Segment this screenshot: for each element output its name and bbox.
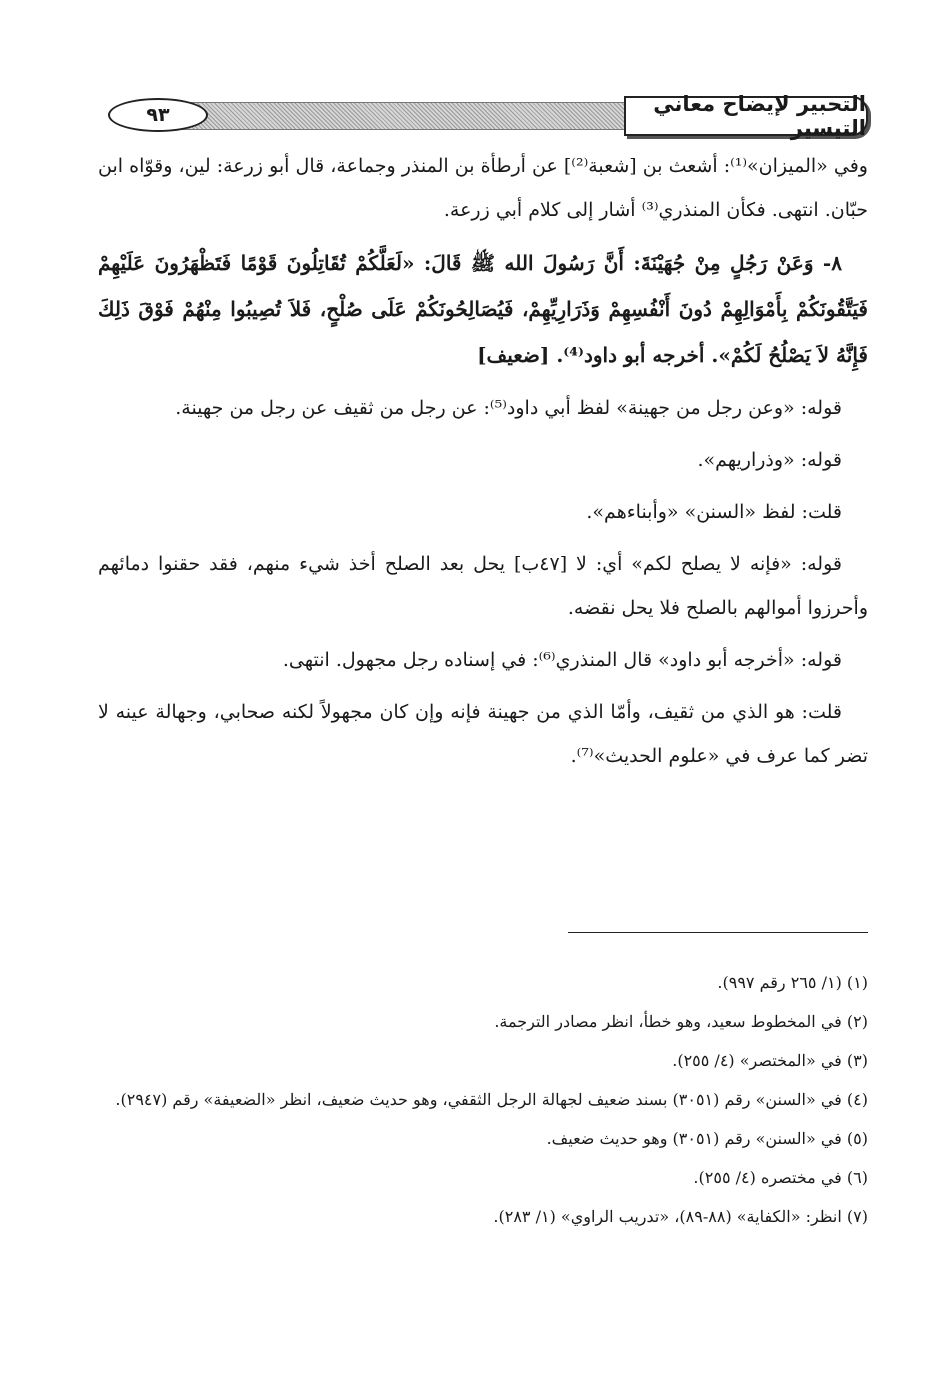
paragraph-la-yaslah: قوله: «فإنه لا يصلح لكم» أي: لا [٤٧ب] يحل بعد الصلح أخذ شيء منهم، فقد حقنوا دمائهم وأحرزوا أموالهم بالصلح فلا يحل نقضه.: [98, 553, 868, 619]
footnote-5: (٥) في «السنن» رقم (٣٠٥١) وهو حديث ضعيف.: [546, 1129, 868, 1148]
footnote-1: (١) (١/ ٢٦٥ رقم ٩٩٧).: [717, 973, 868, 992]
header-decorative-band: [138, 102, 638, 130]
hadith-text: ٨- وَعَنْ رَجُلٍ مِنْ جُهَيْنَةَ: أَنَّ رَسُولَ الله ﷺ قَالَ: «لَعَلَّكُمْ تُقَاتِلُونَ قَوْمًا فَتَظْهَرُونَ عَلَيْهِمْ فَيَتَّقُونَكُمْ بِأَمْوَالِهِمْ دُونَ أَنْفُسِهِمْ وَذَرَارِيِّهِمْ، فَيُصَالِحُونَكُمْ عَلَى صُلْحٍ، فَلاَ تُصِيبُوا مِنْهُمْ فَوْقَ ذَلِكَ فَإِنَّهُ لاَ يَصْلُحُ لَكُمْ». أخرجه أبو داود⁽⁴⁾. [ضعيف]: [98, 251, 868, 367]
main-text: [98, 144, 868, 786]
footnote-6: (٦) في مختصره (٤/ ٢٥٥).: [693, 1168, 868, 1187]
paragraph-dharariyyihim: قوله: «وذراريهم».: [697, 449, 842, 471]
footnote-7: (٧) انظر: «الكفاية» (٨٨-٨٩)، «تدريب الراوي» (١/ ٢٨٣).: [493, 1207, 868, 1226]
footnote-3: (٣) في «المختصر» (٤/ ٢٥٥).: [672, 1051, 868, 1070]
paragraph-thaqif: قلت: هو الذي من ثقيف، وأمّا الذي من جهينة فإنه وإن كان مجهولاً لكنه صحابي، وجهالة عينه لا تضر كما عرف في «علوم الحديث»⁽⁷⁾.: [98, 701, 868, 767]
paragraph-mizan: وفي «الميزان»⁽¹⁾: أشعث بن [شعبة⁽²⁾] عن أرطأة بن المنذر وجماعة، قال أبو زرعة: لين، وقوّاه ابن حبّان. انتهى. فكأن المنذري⁽³⁾ أشار إلى كلام أبي زرعة.: [98, 155, 868, 221]
footnotes: [98, 966, 868, 1239]
paragraph-juhayna: قوله: «وعن رجل من جهينة» لفظ أبي داود⁽⁵⁾: عن رجل من ثقيف عن رجل من جهينة.: [175, 397, 842, 419]
footnote-4: (٤) في «السنن» رقم (٣٠٥١) بسند ضعيف لجهالة الرجل الثقفي، وهو حديث ضعيف، انظر «الضعيفة» رقم (٢٩٤٧).: [115, 1090, 868, 1109]
book-title: التحبير لإيضاح معاني التيسير: [624, 96, 868, 136]
footnote-2: (٢) في المخطوط سعيد، وهو خطأ، انظر مصادر الترجمة.: [494, 1012, 868, 1031]
running-header: [98, 92, 868, 140]
footnote-separator: [568, 932, 868, 933]
paragraph-sunan-wording: قلت: لفظ «السنن» «وأبناءهم».: [586, 501, 842, 523]
paragraph-akhrajahu: قوله: «أخرجه أبو داود» قال المنذري⁽⁶⁾: في إسناده رجل مجهول. انتهى.: [282, 649, 842, 671]
page-number: ٩٣: [108, 98, 208, 132]
